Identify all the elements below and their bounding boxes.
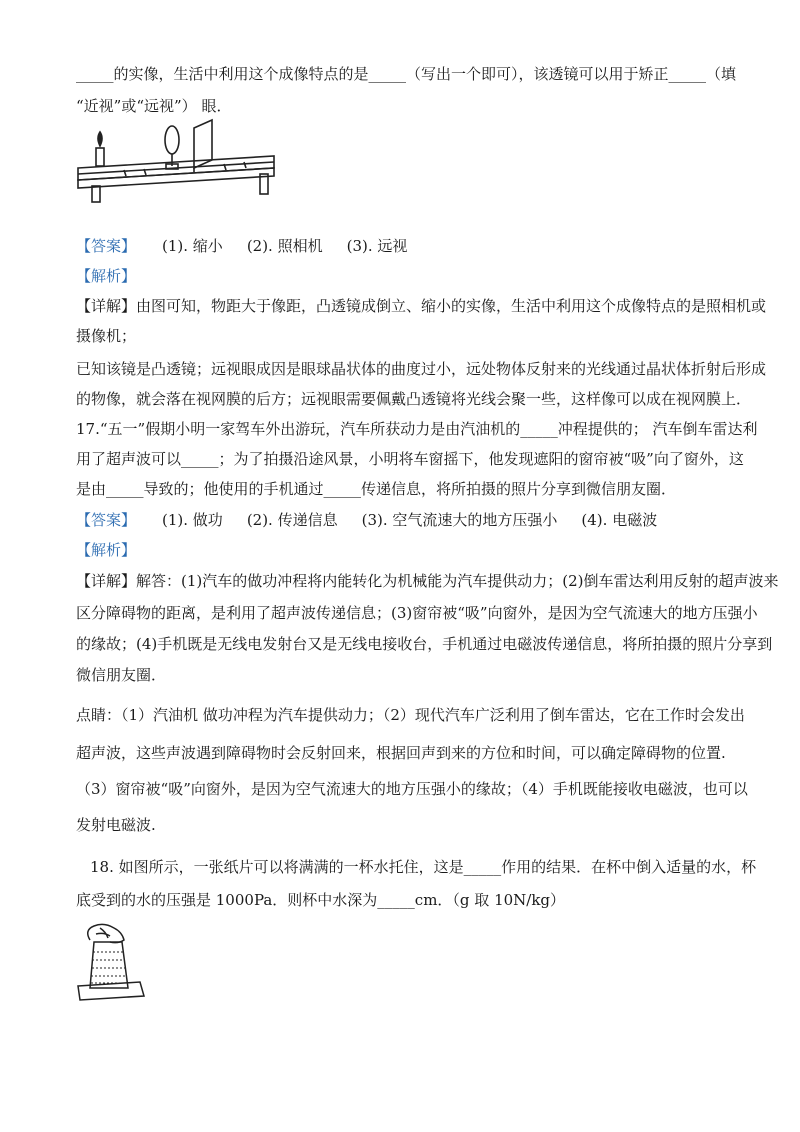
question-17-text-line: 17.“五一”假期小明一家驾车外出游玩，汽车所获动力是由汽油机的_____冲程提供的； 汽车倒车雷达利	[76, 420, 758, 438]
water-cup-figure	[74, 922, 154, 1004]
analysis-tag: 【解析】	[76, 541, 137, 559]
question-17-comment-line: 超声波，这些声波遇到障碍物时会反射回来，根据回声到来的方位和时间，可以确定障碍物的位置.	[76, 744, 726, 762]
answer-tag: 【答案】	[76, 511, 137, 529]
question-16-text-line-1: _____的实像，生活中利用这个成像特点的是_____（写出一个即可），该透镜可以用于矫正_____（填	[76, 65, 737, 83]
answer-item: (1). 缩小	[162, 237, 223, 255]
question-17-comment-line: 点睛：（1）汽油机 做功冲程为汽车提供动力；（2）现代汽车广泛利用了倒车雷达，它在工作时会发出	[76, 706, 745, 724]
question-16-text-line-2: “近视”或“远视”） 眼．	[76, 97, 232, 115]
analysis-tag: 【解析】	[76, 267, 137, 285]
question-17-detail-line: 区分障碍物的距离，是利用了超声波传递信息；(3)窗帘被“吸”向窗外，是因为空气流速大的地方压强小	[76, 604, 758, 622]
question-16-detail-line: 已知该镜是凸透镜；远视眼成因是眼球晶状体的曲度过小，远处物体反射来的光线通过晶状体折射后形成	[76, 360, 767, 378]
answer-item: (1). 做功	[162, 511, 223, 529]
answer-item: (2). 照相机	[246, 237, 323, 255]
question-17-detail-line: 微信朋友圈．	[76, 666, 167, 684]
question-17-comment-line: （3）窗帘被“吸”向窗外，是因为空气流速大的地方压强小的缘故；（4）手机既能接收电磁波，也可以	[76, 780, 748, 798]
question-16-detail-line: 的物像，就会落在视网膜的后方；远视眼需要佩戴凸透镜将光线会聚一些，这样像可以成在视网膜上．	[76, 390, 752, 408]
answer-item: (3). 空气流速大的地方压强小	[361, 511, 558, 529]
question-18-text-line: 18. 如图所示，一张纸片可以将满满的一杯水托住，这是_____作用的结果．在杯中倒入适量的水，杯	[90, 858, 757, 876]
question-17-detail-line: 【详解】解答：(1)汽车的做功冲程将内能转化为机械能为汽车提供动力；(2)倒车雷达利用反射的超声波来	[76, 572, 779, 590]
answer-item: (3). 远视	[346, 237, 408, 255]
optical-bench-figure	[74, 118, 280, 208]
question-16-detail-line: 【详解】由图可知，物距大于像距，凸透镜成倒立、缩小的实像，生活中利用这个成像特点的是照相机或	[76, 297, 767, 315]
question-16-answer-row	[76, 236, 407, 256]
question-16-detail-line: 摄像机；	[76, 327, 137, 345]
question-17-answer-row	[76, 510, 657, 530]
answer-item: (4). 电磁波	[581, 511, 658, 529]
question-17-text-line: 用了超声波可以_____；为了拍摄沿途风景，小明将车窗摇下，他发现遮阳的窗帘被“吸”向了窗外，这	[76, 450, 744, 468]
question-17-text-line: 是由_____导致的；他使用的手机通过_____传递信息，将所拍摄的照片分享到微信朋友圈．	[76, 480, 677, 498]
answer-tag: 【答案】	[76, 237, 137, 255]
question-17-detail-line: 的缘故；(4)手机既是无线电发射台又是无线电接收台，手机通过电磁波传递信息，将所拍摄的照片分享到	[76, 635, 773, 653]
question-17-comment-line: 发射电磁波.	[76, 816, 156, 834]
answer-item: (2). 传递信息	[246, 511, 338, 529]
question-18-text-line: 底受到的水的压强是 1000Pa．则杯中水深为_____cm．（g 取 10N/kg）	[76, 891, 566, 909]
